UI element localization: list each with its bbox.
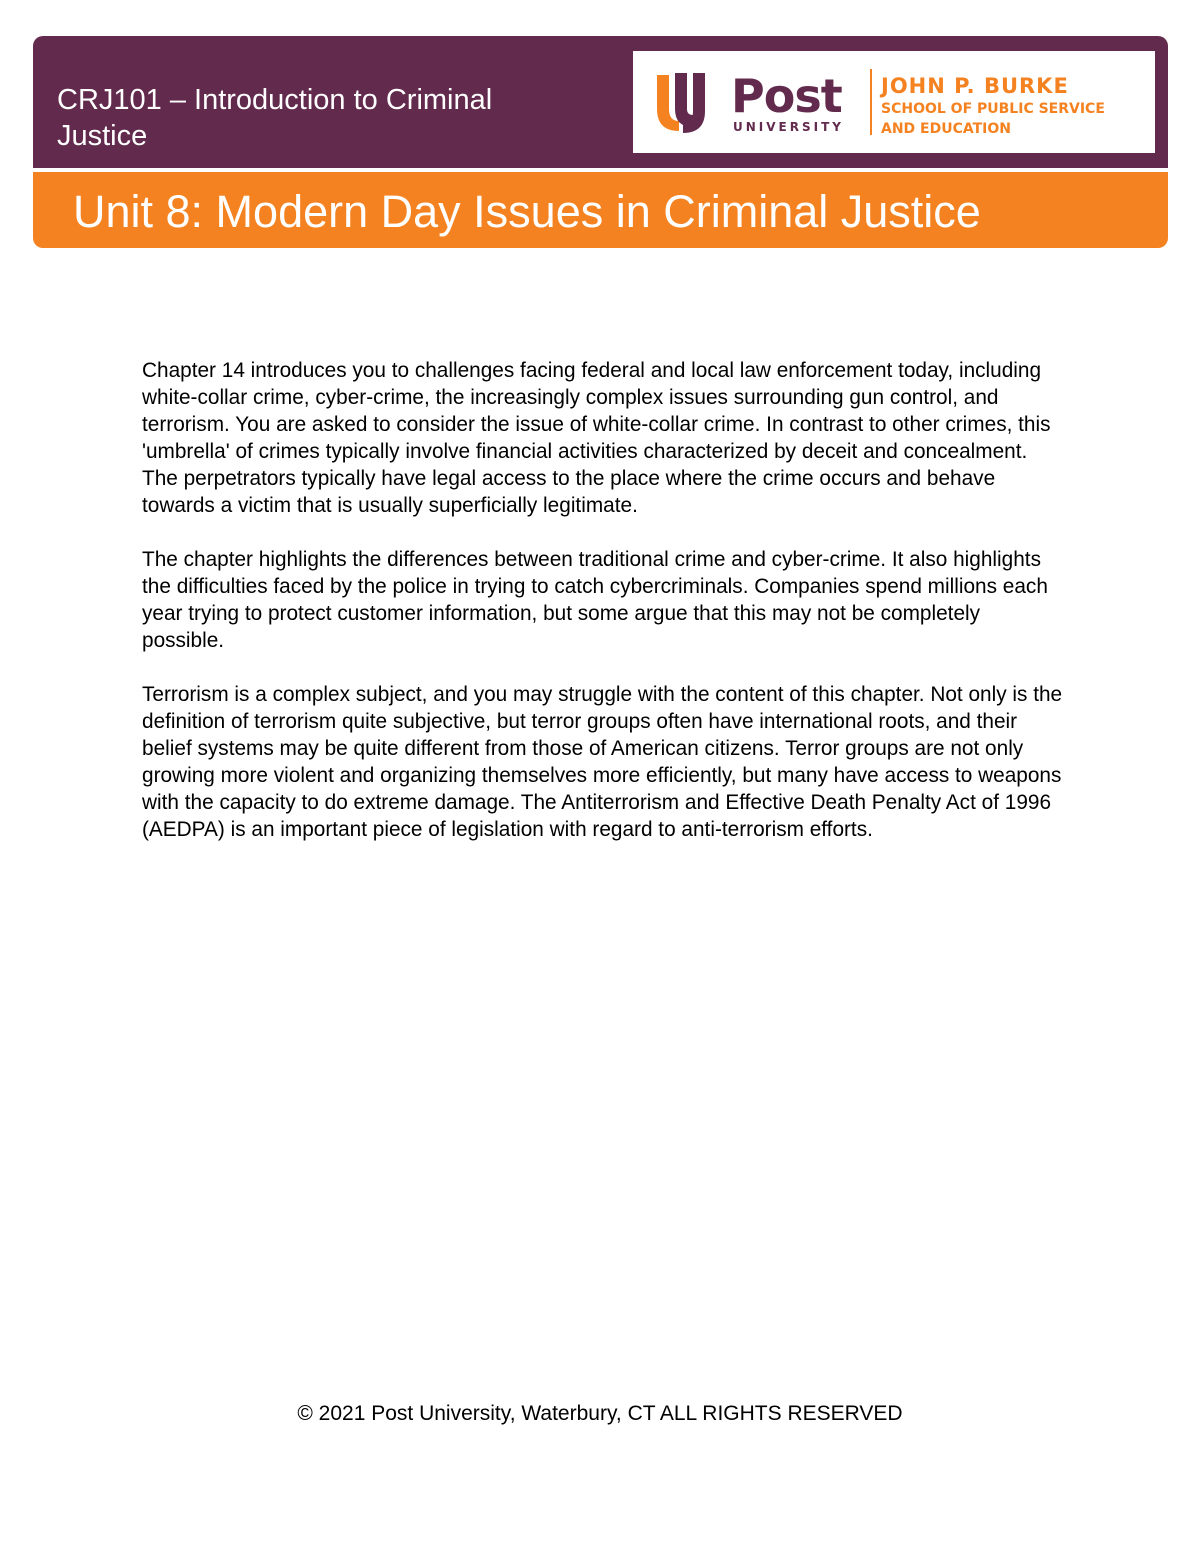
body-content [142, 357, 1067, 870]
body-paragraph: Chapter 14 introduces you to challenges facing federal and local law enforcement today, including white-collar crime, cyber-crime, the increasingly complex issues surrounding gun control, and terrorism. You are asked to consider the issue of white-collar crime. In contrast to other crimes, this 'umbrella' of crimes typically involve financial activities characterized by deceit and concealment. The perpetrators typically have legal access to the place where the crime occurs and behave towards a victim that is usually superficially legitimate. [142, 359, 1051, 517]
body-paragraph: Terrorism is a complex subject, and you may struggle with the content of this chapter. Not only is the definition of terrorism quite subjective, but terror groups often have international roots, and their belief systems may be quite different from those of American citizens. Terror groups are not only growing more violent and organizing themselves more efficiently, but many have access to weapons with the capacity to do extreme damage. The Antiterrorism and Effective Death Penalty Act of 1996 (AEDPA) is an important piece of legislation with regard to anti-terrorism efforts. [142, 683, 1063, 841]
body-paragraph: The chapter highlights the differences between traditional crime and cyber-crime. It also highlights the difficulties faced by the police in trying to catch cybercriminals. Companies spend millions each year trying to protect customer information, but some argue that this may not be completely possible. [142, 548, 1048, 652]
school-name-line-3: AND EDUCATION [881, 121, 1011, 137]
logo-wordmark: Post [731, 69, 842, 123]
school-name [881, 73, 1105, 139]
copyright-footer: © 2021 Post University, Waterbury, CT ALL RIGHTS RESERVED [297, 1402, 903, 1425]
unit-title: Unit 8: Modern Day Issues in Criminal Justice [73, 186, 981, 237]
course-header [33, 36, 1168, 168]
unit-banner [33, 172, 1168, 248]
course-title: CRJ101 – Introduction to Criminal Justice [57, 84, 493, 152]
logo-divider [870, 69, 872, 135]
school-name-line-1: JOHN P. BURKE [881, 74, 1069, 98]
school-name-line-2: SCHOOL OF PUBLIC SERVICE [881, 101, 1105, 117]
logo-subtext: UNIVERSITY [733, 120, 844, 134]
post-university-logo-icon [653, 69, 725, 135]
post-university-logo [633, 51, 1155, 153]
